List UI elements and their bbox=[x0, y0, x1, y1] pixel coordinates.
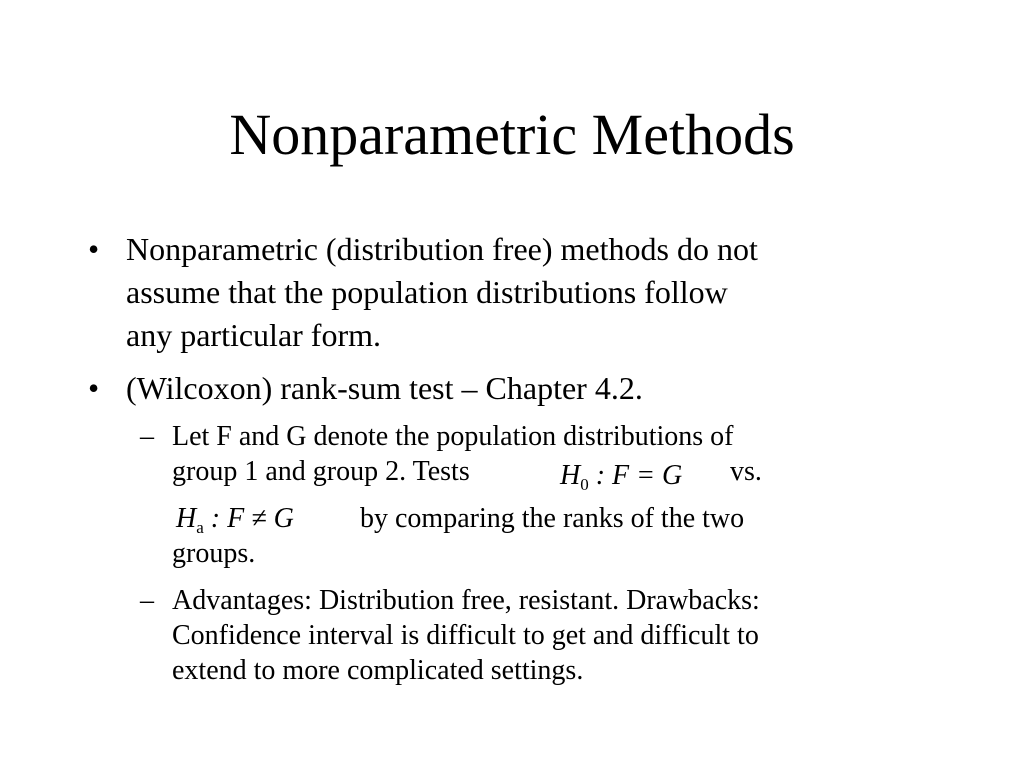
bullet-line: any particular form. bbox=[126, 317, 381, 353]
null-hypothesis-equation bbox=[560, 459, 682, 493]
subbullet-line: Confidence interval is difficult to get and difficult to bbox=[172, 620, 759, 651]
bullet-line: assume that the population distributions follow bbox=[126, 274, 728, 310]
subbullet-line: vs. bbox=[730, 456, 762, 487]
slide-title: Nonparametric Methods bbox=[229, 102, 795, 167]
dash-glyph: – bbox=[140, 421, 154, 452]
bullet-glyph: • bbox=[88, 231, 100, 267]
bullet-line: (Wilcoxon) rank-sum test – Chapter 4.2. bbox=[126, 370, 643, 406]
eq-rest: : F ≠ G bbox=[203, 503, 294, 534]
bullet-glyph: • bbox=[88, 370, 100, 406]
dash-glyph: – bbox=[140, 585, 154, 616]
subbullet-line: extend to more complicated settings. bbox=[172, 655, 584, 686]
eq-symbol: H bbox=[560, 460, 581, 491]
eq-rest: : F = G bbox=[588, 460, 683, 491]
subbullet-line: group 1 and group 2. Tests bbox=[172, 456, 470, 487]
subbullet-inline bbox=[360, 502, 744, 536]
bullet-line: Nonparametric (distribution free) methods do not bbox=[126, 231, 758, 267]
subbullet-line: Advantages: Distribution free, resistant. Drawbacks: bbox=[172, 585, 760, 616]
subbullet-inline bbox=[730, 455, 762, 489]
eq-subscript: a bbox=[196, 518, 204, 537]
alternative-hypothesis-equation bbox=[176, 502, 294, 536]
subbullet-line: by comparing the ranks of the two bbox=[360, 503, 745, 534]
eq-subscript: 0 bbox=[580, 475, 589, 494]
subbullet-line: groups. bbox=[172, 538, 256, 569]
subbullet-line: Let F and G denote the population distributions of bbox=[172, 421, 734, 452]
eq-symbol: H bbox=[176, 503, 197, 534]
